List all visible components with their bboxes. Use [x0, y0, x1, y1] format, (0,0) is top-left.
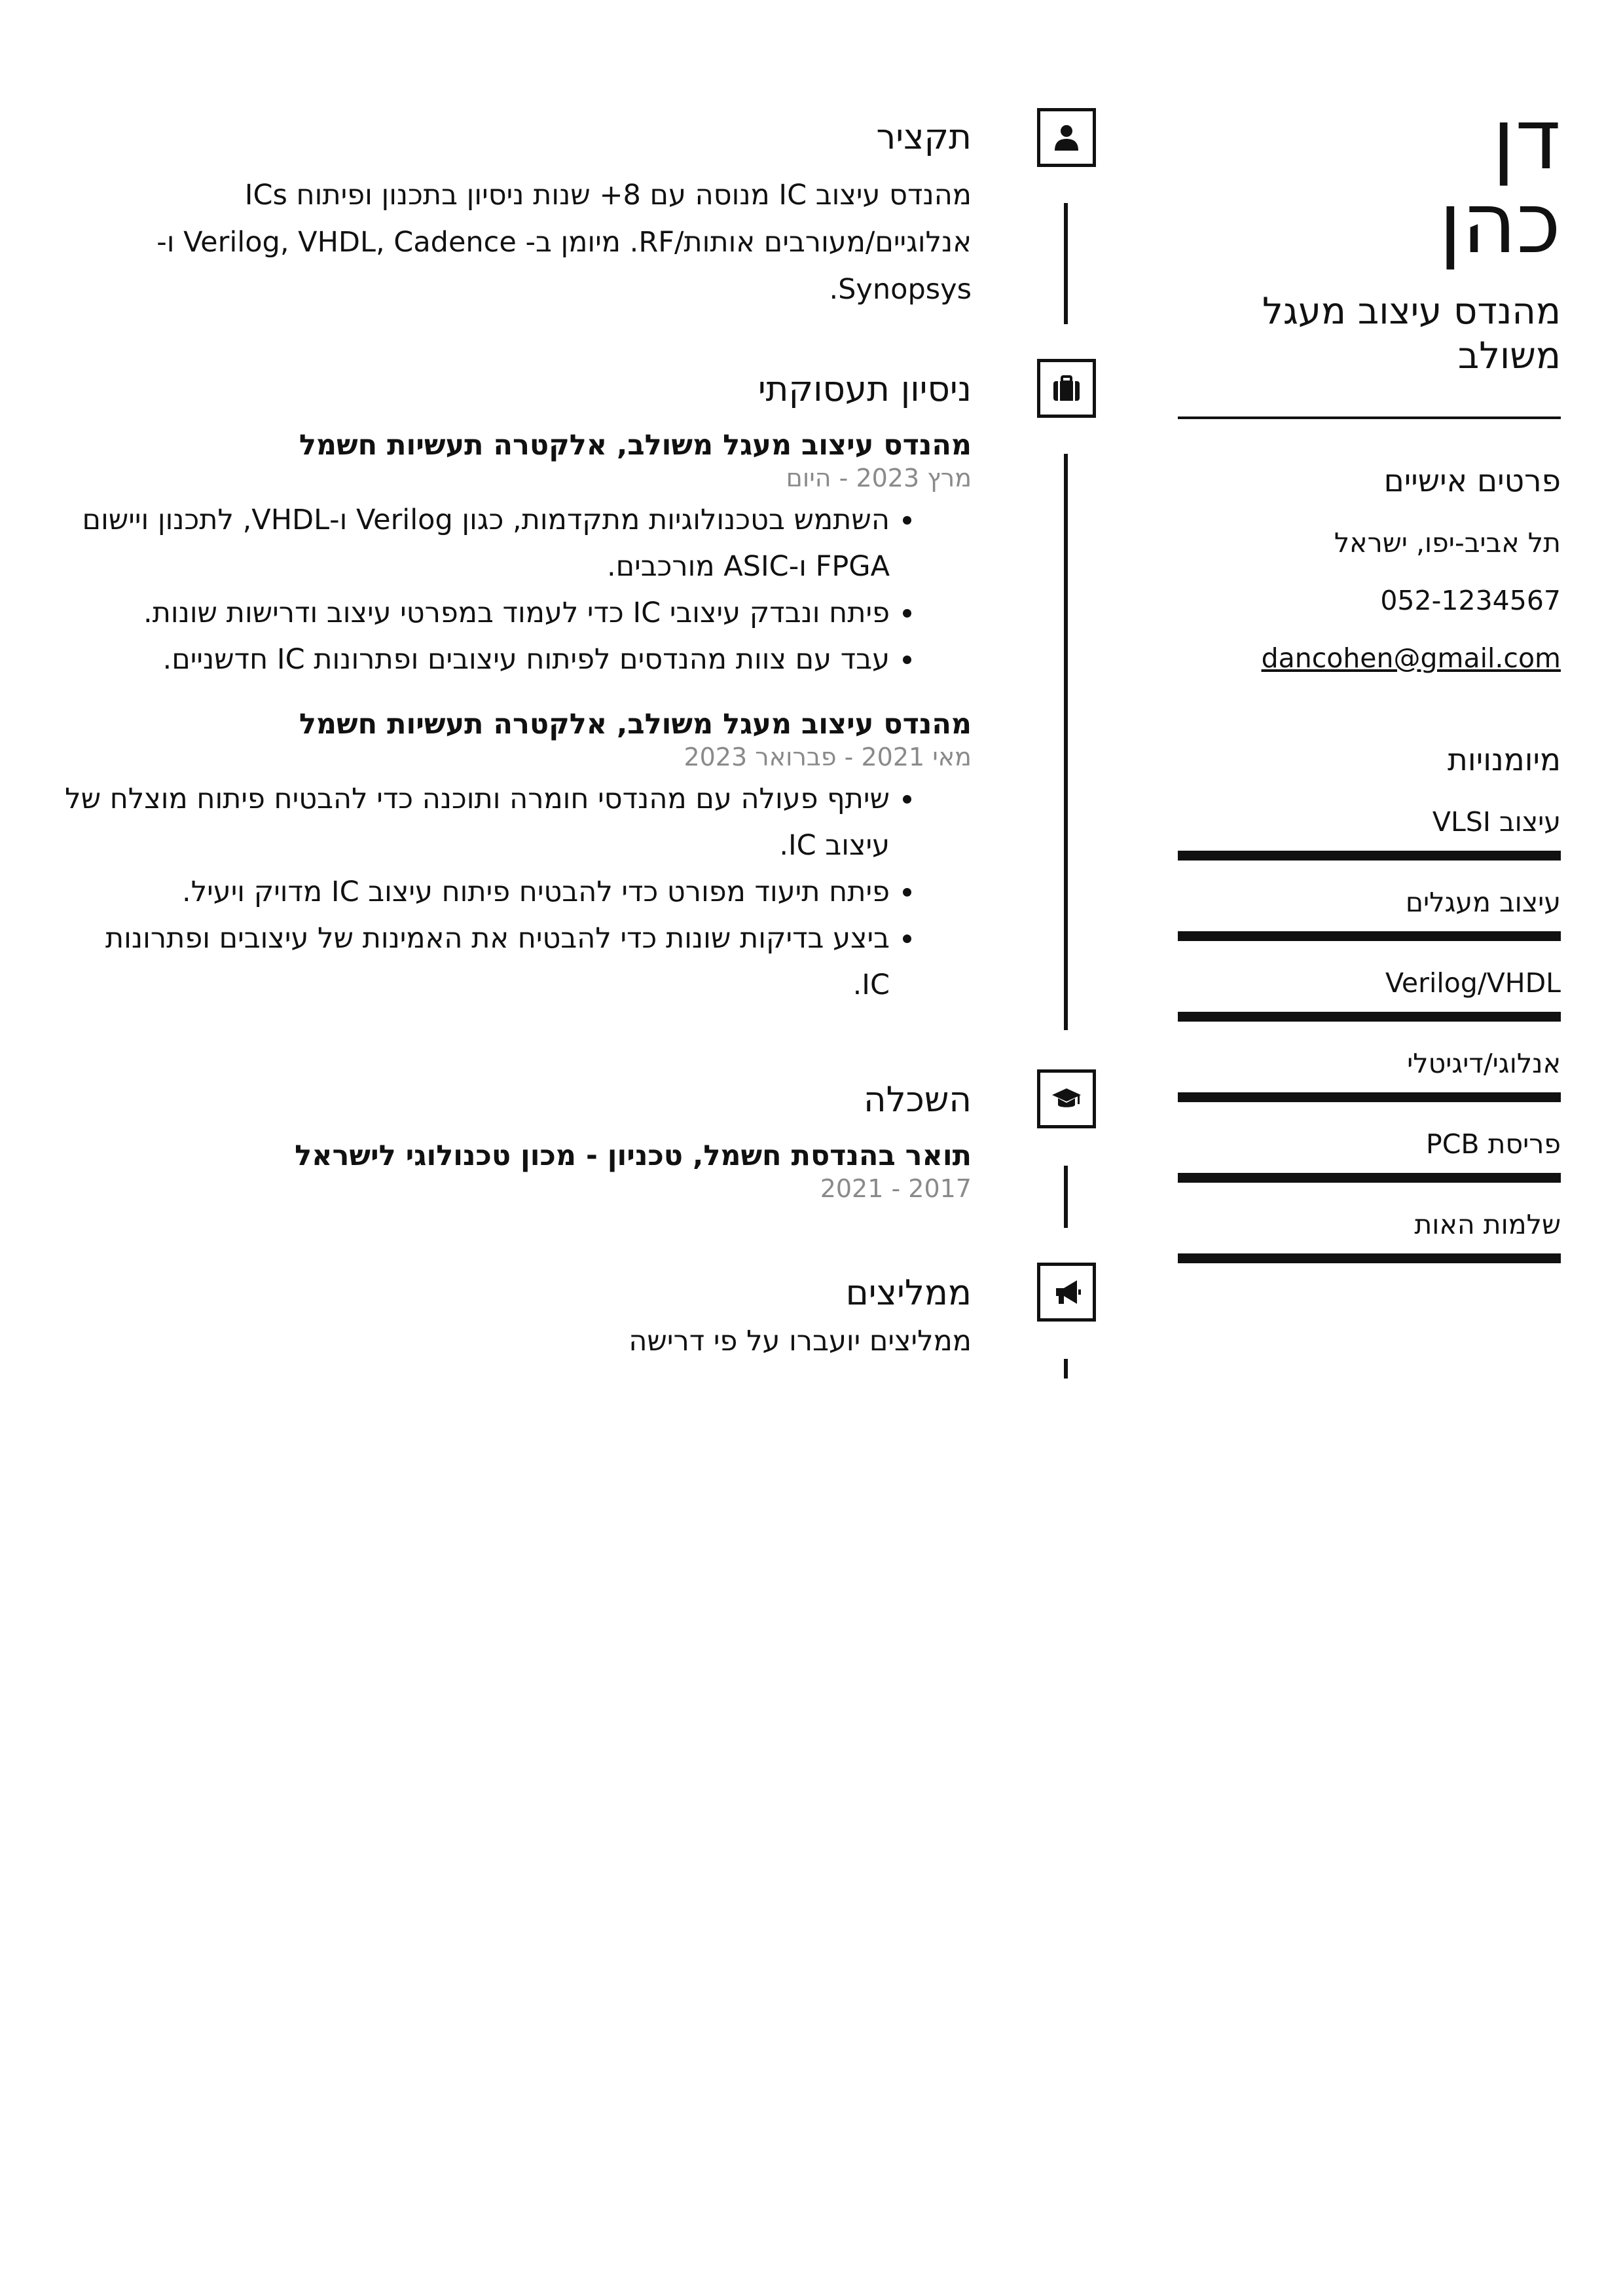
job-entry — [62, 428, 972, 683]
job-title: מהנדס עיצוב מעגל משולב — [1262, 290, 1561, 377]
timeline-connector — [1064, 1359, 1068, 1379]
skill-item — [1178, 1046, 1561, 1102]
job-dates: מרץ 2023 - היום — [786, 464, 972, 492]
skill-item — [1178, 1208, 1561, 1263]
list-item: • פיתח ונבדק עיצובי IC כדי לעמוד במפרטי עיצוב ודרישות שונות. — [62, 590, 890, 637]
summary-heading: תקציר — [876, 117, 972, 157]
personal-details-section — [1178, 462, 1561, 674]
briefcase-icon — [1037, 359, 1096, 418]
phone-text: 052-1234567 — [1380, 585, 1561, 616]
list-item: • ביצע בדיקות שונות כדי להבטיח את האמינות של עיצובים ופתרונות IC. — [62, 916, 890, 1009]
job-bullets — [62, 776, 972, 1009]
references-heading: ממליצים — [845, 1273, 972, 1313]
skill-bar — [1178, 1092, 1561, 1102]
education-section — [62, 1079, 972, 1204]
skill-bar — [1178, 1012, 1561, 1022]
experience-section — [62, 369, 972, 1009]
skill-bar — [1178, 1173, 1561, 1183]
list-item: • עבד עם צוות מהנדסים לפיתוח עיצובים ופתרונות IC חדשניים. — [62, 637, 890, 683]
skills-section — [1178, 741, 1561, 1263]
skill-item — [1178, 966, 1561, 1022]
list-item: • פיתח תיעוד מפורט כדי להבטיח פיתוח עיצוב IC מדויק ויעיל. — [62, 869, 890, 916]
skill-label: אנלוגי/דיגיטלי — [1407, 1048, 1561, 1079]
graduation-cap-icon — [1037, 1069, 1096, 1128]
timeline-connector — [1064, 1166, 1068, 1228]
job-entry — [62, 707, 972, 1009]
education-heading: השכלה — [864, 1080, 972, 1120]
job-position: מהנדס עיצוב מעגל משולב, אלקטרה תעשיות חשמל — [299, 708, 972, 741]
skill-item — [1178, 1127, 1561, 1183]
references-section — [62, 1272, 972, 1359]
skill-label: עיצוב VLSI — [1432, 806, 1561, 838]
location-text: תל אביב-יפו, ישראל — [1334, 527, 1561, 559]
first-name: דן — [1492, 91, 1561, 189]
skill-label: Verilog/VHDL — [1385, 967, 1561, 999]
skill-label: שלמות האות — [1414, 1209, 1561, 1240]
skills-heading: מיומנויות — [1448, 742, 1561, 778]
job-position: מהנדס עיצוב מעגל משולב, אלקטרה תעשיות חשמל — [299, 429, 972, 462]
skill-item — [1178, 805, 1561, 861]
references-text: ממליצים יועברו על פי דרישה — [629, 1325, 972, 1358]
education-years: 2017 - 2021 — [820, 1174, 972, 1203]
summary-section — [62, 117, 972, 313]
education-degree: תואר בהנדסת חשמל, טכניון - מכון טכנולוגי לישראל — [295, 1139, 972, 1172]
sidebar — [1178, 91, 1561, 1263]
job-bullets — [62, 497, 972, 683]
list-item: • השתמש בטכנולוגיות מתקדמות, כגון Verilog ו-VHDL, לתכנון ויישום FPGA ו-ASIC מורכבים. — [62, 497, 890, 590]
last-name: כהן — [1438, 175, 1561, 272]
skill-label: פריסת PCB — [1426, 1128, 1561, 1160]
header-divider — [1178, 417, 1561, 419]
personal-details-heading: פרטים אישיים — [1383, 463, 1561, 499]
skill-bar — [1178, 851, 1561, 861]
timeline-connector — [1064, 203, 1068, 324]
summary-text: מהנדס עיצוב IC מנוסה עם 8+ שנות ניסיון בתכנון ופיתוח ICs אנלוגיים/מעורבים אותות/RF. מיומן ב- Verilog, VHDL, Cadence ו-Synopsys. — [156, 179, 972, 306]
list-item: • שיתף פעולה עם מהנדסי חומרה ותוכנה כדי להבטיח פיתוח מוצלח של עיצוב IC. — [62, 776, 890, 869]
skill-bar — [1178, 1253, 1561, 1263]
megaphone-icon — [1037, 1263, 1096, 1322]
experience-heading: ניסיון תעסוקתי — [757, 369, 972, 409]
email-link[interactable]: dancohen@gmail.com — [1261, 642, 1561, 674]
skill-bar — [1178, 931, 1561, 941]
timeline-connector — [1064, 454, 1068, 1030]
job-dates: מאי 2021 - פברואר 2023 — [684, 743, 972, 771]
user-icon — [1037, 108, 1096, 167]
skill-item — [1178, 885, 1561, 941]
skill-label: עיצוב מעגלים — [1405, 887, 1561, 918]
